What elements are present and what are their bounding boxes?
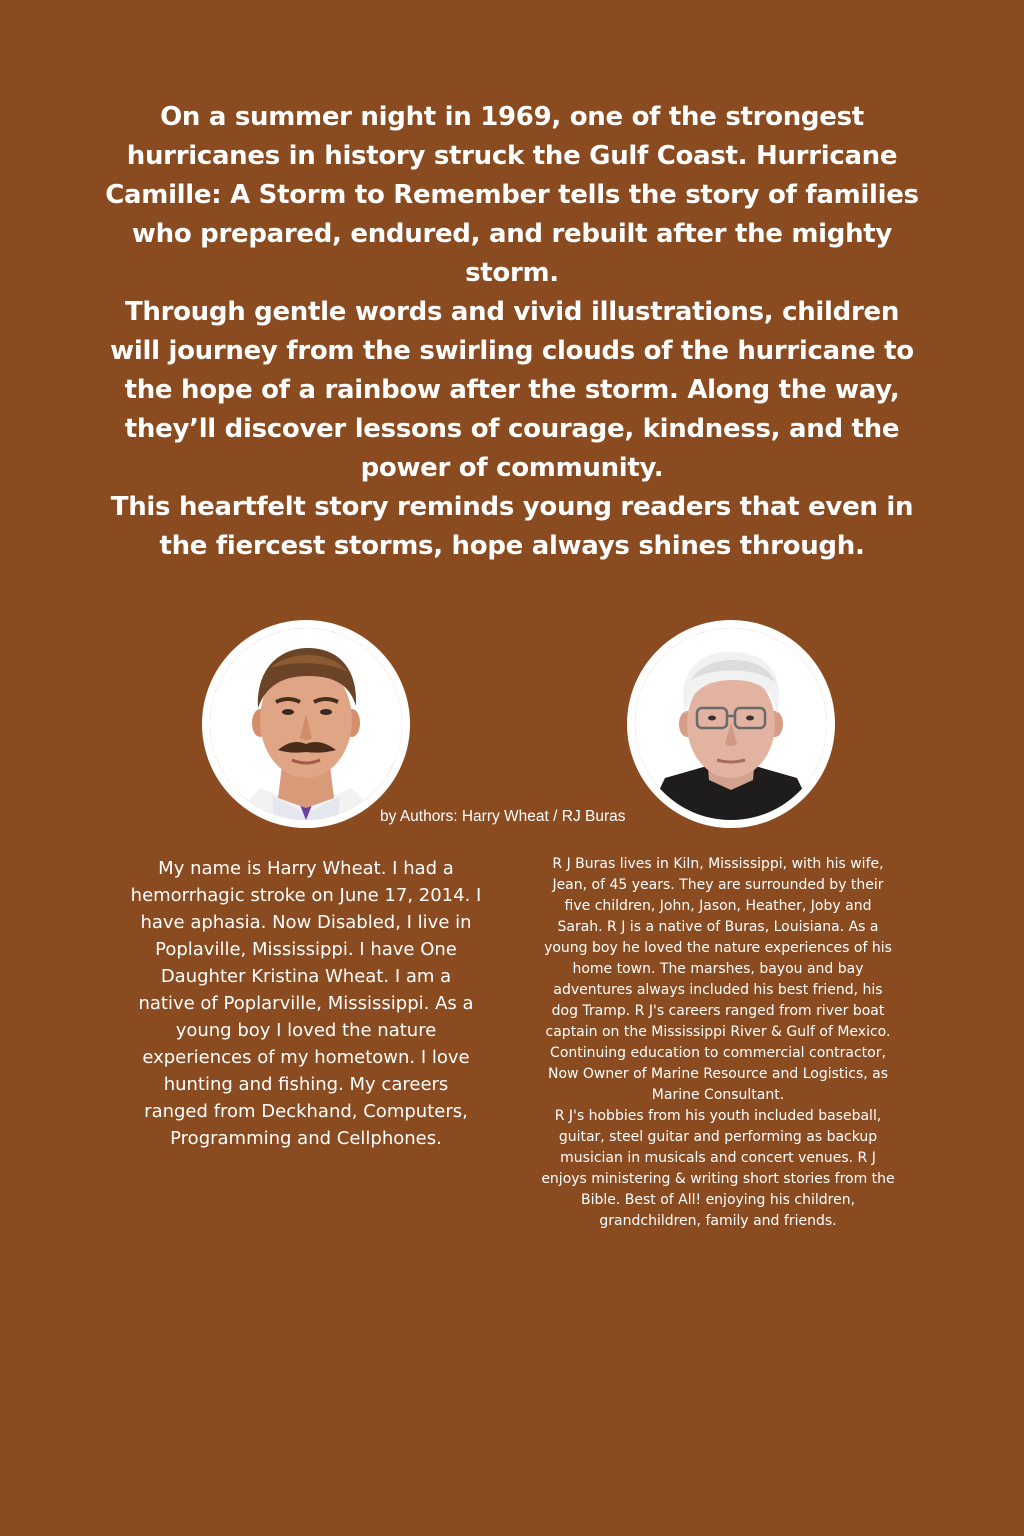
bio-rj-paragraph-1: R J Buras lives in Kiln, Mississippi, with his wife, Jean, of 45 years. They are surrounded by their five children, John, Jason, Heather, Joby and Sarah. R J is a native of Buras, Louisiana. As a young boy he loved the nature experiences of his home town. The marshes, bayou and bay adventures always included his best friend, his dog Tramp. R J's careers ranged from river boat captain on the Mississippi River & Gulf of Mexico. Continuing education to commercial contractor, Now Owner of Marine Resource and Logistics, as Marine Consultant.: [544, 856, 892, 1103]
author-photo-rj-buras: [627, 620, 835, 828]
description-paragraph-3: This heartfelt story reminds young readers that even in the fiercest storms, hope always shines through.: [110, 492, 914, 561]
bio-rj-paragraph-2: R J's hobbies from his youth included baseball, guitar, steel guitar and performing as backup musician in musicals and concert venues. R J enjoys ministering & writing short stories from the Bible. Best of All! enjoying his children, grandchildren, family and friends.: [541, 1108, 895, 1229]
bio-harry-wheat: My name is Harry Wheat. I had a hemorrhagic stroke on June 17, 2014. I have aphasia. Now Disabled, I live in Poplaville, Mississippi. I have One Daughter Kristina Wheat. I am a native of Poplarville, Mississippi. As a young boy I loved the nature experiences of my hometown. I love hunting and fishing. My careers ranged from Deckhand, Computers, Programming and Cellphones.: [130, 858, 482, 1149]
rj-buras-portrait-illustration: [635, 628, 827, 820]
description-paragraph-1: On a summer night in 1969, one of the strongest hurricanes in history struck the Gulf Coast. Hurricane Camille: A Storm to Remember tells the story of families who prepared, endured, and rebuilt after the mighty storm.: [105, 102, 919, 288]
author-photo-harry-wheat: [202, 620, 410, 828]
authors-byline: by Authors: Harry Wheat / RJ Buras: [380, 808, 626, 825]
book-description: [100, 98, 924, 566]
harry-wheat-portrait-illustration: [210, 628, 402, 820]
bio-rj-buras: [540, 854, 896, 1232]
description-paragraph-2: Through gentle words and vivid illustrations, children will journey from the swirling clouds of the hurricane to the hope of a rainbow after the storm. Along the way, they’ll discover lessons of courage, kindness, and the power of community.: [110, 297, 914, 483]
